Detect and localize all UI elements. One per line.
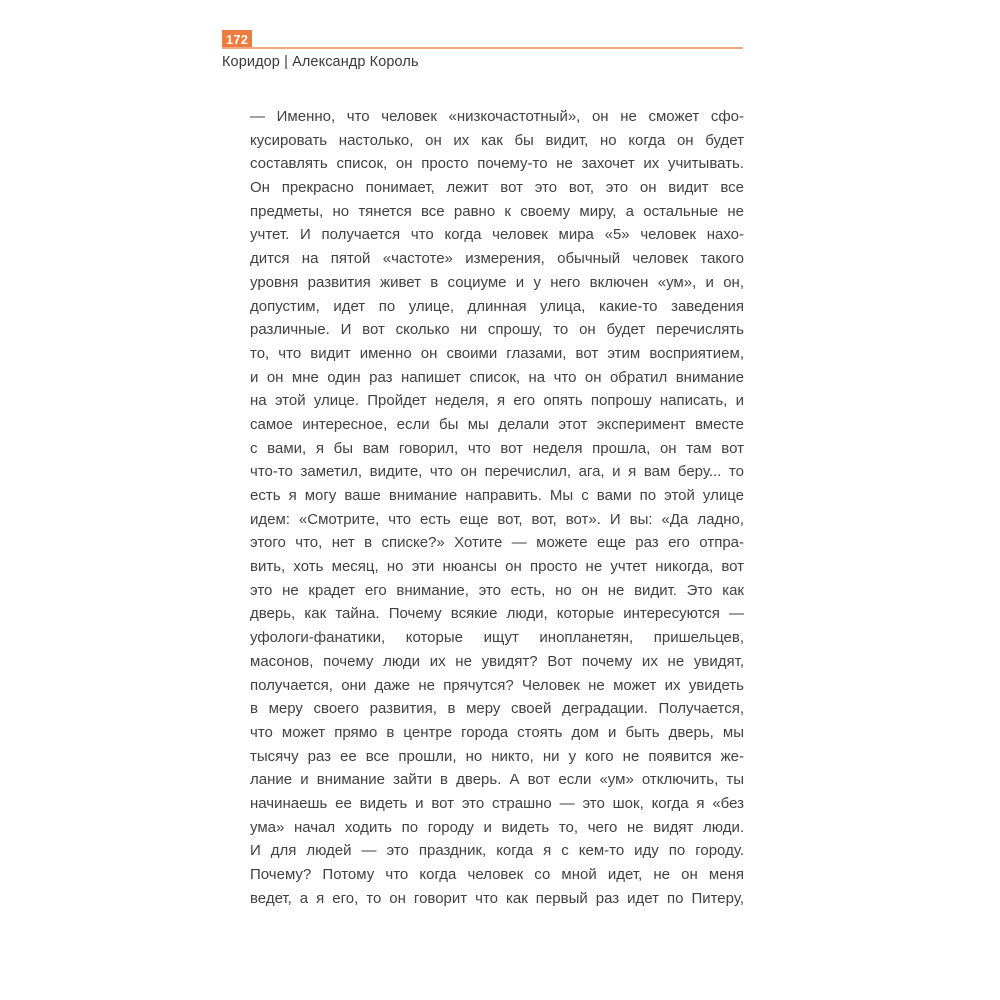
text-line: лание и внимание зайти в дверь. А вот если «ум» отключить, ты	[250, 771, 744, 789]
text-line: что-то заметил, видите, что он перечислил, ага, и я вам беру... то	[250, 463, 744, 481]
text-line: начинаешь ее видеть и вот это страшно — это шок, когда я «без	[250, 794, 744, 812]
text-line: предметы, но тянется все равно к своему миру, а остальные не	[250, 202, 744, 220]
text-line: то, что видит именно он своими глазами, вот этим восприятием,	[250, 344, 744, 362]
text-line: что может прямо в центре города стоять дом и быть дверь, мы	[250, 723, 744, 741]
text-line: уровня развития живет в социуме и у него включен «ум», и он,	[250, 273, 744, 291]
text-line: есть я могу ваше внимание направить. Мы с вами по этой улице	[250, 487, 744, 504]
text-line: И для людей — это праздник, когда я с кем-то иду по городу.	[250, 842, 744, 860]
body-text	[250, 105, 744, 910]
running-title: Коридор | Александр Король	[222, 54, 419, 70]
text-line: уфологи-фанатики, которые ищут инопланетян, пришельцев,	[250, 629, 744, 647]
text-line: Почему? Потому что когда человек со мной идет, не он меня	[250, 866, 744, 883]
text-line: масонов, почему люди их не увидят? Вот почему их не увидят,	[250, 652, 744, 670]
text-line: — Именно, что человек «низкочастотный», он не сможет сфо-	[250, 108, 744, 125]
text-line: допустим, идет по улице, длинная улица, какие-то заведения	[250, 297, 744, 315]
text-line: вить, хоть месяц, но эти нюансы он просто не учтет никогда, вот	[250, 558, 744, 576]
page-number-badge: 172	[222, 30, 252, 49]
text-line: этого что, нет в списке?» Хотите — можете еще раз его отпра-	[250, 534, 744, 552]
text-line: дверь, как тайна. Почему всякие люди, которые интересуются —	[250, 605, 744, 623]
header-rule	[222, 47, 743, 49]
text-line: тысячу раз ее все прошли, но никто, ни у кого не появится же-	[250, 747, 744, 765]
text-line: Он прекрасно понимает, лежит вот это вот, это он видит все	[250, 179, 744, 197]
text-line: идем: «Смотрите, что есть еще вот, вот, вот». И вы: «Да ладно,	[250, 510, 744, 528]
text-line: составлять список, он просто почему-то не захочет их учитывать.	[250, 155, 744, 173]
text-line: учтет. И получается что когда человек мира «5» человек нахо-	[250, 226, 744, 244]
text-line: и он мне один раз напишет список, на что он обратил внимание	[250, 368, 744, 386]
text-line: дится на пятой «частоте» измерения, обычный человек такого	[250, 250, 744, 268]
text-line: с вами, я бы вам говорил, что вот неделя прошла, он там вот	[250, 439, 744, 457]
text-line: это не крадет его внимание, это есть, но он не видит. Это как	[250, 581, 744, 599]
text-line: на этой улице. Пройдет неделя, я его опять попрошу написать, и	[250, 392, 744, 410]
text-line: различные. И вот сколько ни спрошу, то он будет перечислять	[250, 321, 744, 339]
text-line: кусировать настолько, он их как бы видит, но когда он будет	[250, 131, 744, 149]
text-line: в меру своего развития, в меру своей деградации. Получается,	[250, 700, 744, 718]
text-line: ума» начал ходить по городу и видеть то, чего не видят люди.	[250, 818, 744, 836]
text-line: ведет, а я его, то он говорит что как первый раз идет по Питеру,	[250, 889, 744, 907]
text-line: получается, они даже не прячутся? Человек не может их увидеть	[250, 676, 744, 694]
text-line: самое интересное, если бы мы делали этот эксперимент вместе	[250, 415, 744, 433]
